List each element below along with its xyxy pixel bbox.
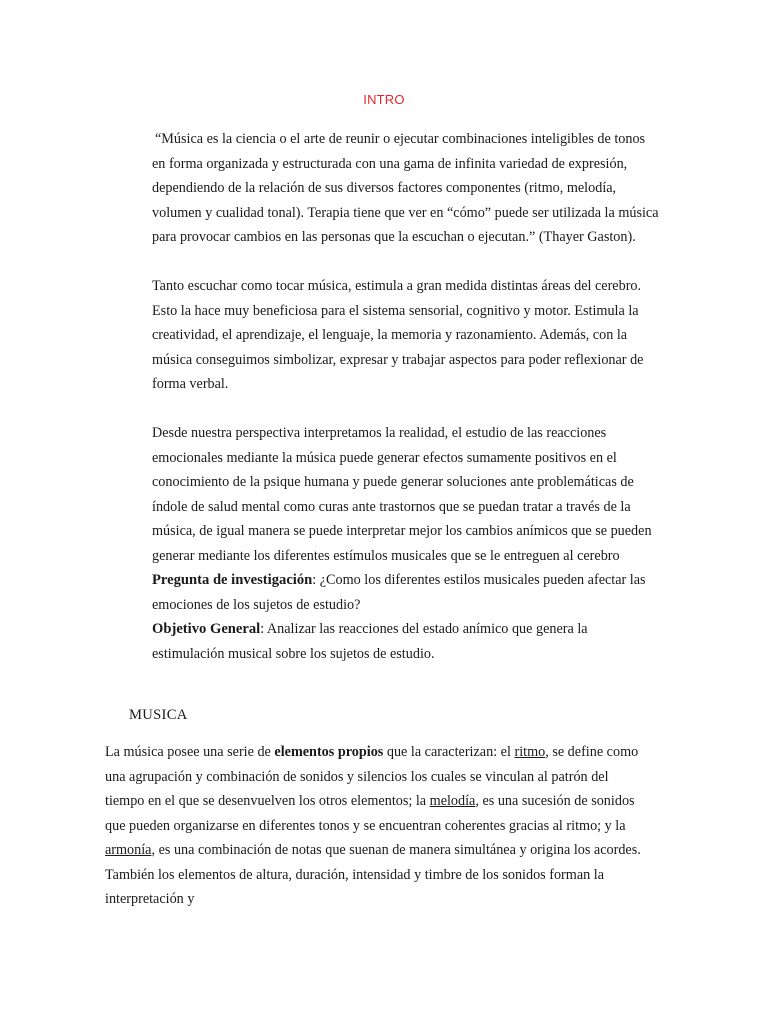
research-question	[152, 568, 660, 617]
musica-text-5: , es una combinación de notas que suenan de manera simultánea y origina los acordes. También los elementos de altura, duración, intensidad y timbre de los sonidos forman la interpretación y	[105, 842, 641, 907]
musica-section	[105, 740, 641, 912]
intro-paragraph-brain: Tanto escuchar como tocar música, estimula a gran medida distintas áreas del cerebro. Esto la hace muy beneficiosa para el sistema sensorial, cognitivo y motor. Estimula la creatividad, el aprendizaje, el lenguaje, la memoria y razonamiento. Además, con la música conseguimos simbolizar, expresar y trabajar aspectos para poder reflexionar de forma verbal.	[152, 278, 644, 392]
armonia-term: armonía	[105, 842, 152, 858]
elementos-propios-term: elementos propios	[274, 744, 384, 760]
intro-paragraph-perspective: Desde nuestra perspectiva interpretamos la realidad, el estudio de las reacciones emocionales mediante la música puede generar efectos sumamente positivos en el conocimiento de la psique humana y puede generar soluciones ante problemáticas de índole de salud mental como curas ante trastornos que se puedan tratar a través de la música, de igual manera se puede interpretar mejor los cambios anímicos que se pueden generar mediante los diferentes estímulos musicales que se le entreguen al cerebro	[152, 425, 652, 564]
musica-text-2: que la caracterizan: el	[383, 744, 515, 760]
ritmo-term: ritmo	[514, 744, 546, 760]
research-question-label: Pregunta de investigación	[152, 572, 313, 588]
musica-text-4: , es una sucesión de sonidos que pueden organizarse en diferentes tonos y se encuentran coherentes gracias al ritmo; y la	[105, 793, 635, 834]
melodia-term: melodía	[429, 793, 476, 809]
general-objective-label: Objetivo General	[152, 621, 261, 637]
musica-text-3: , se define como una agrupación y combinación de sonidos y silencios los cuales se vinculan al patrón del tiempo en el que se desenvuelven los otros elementos; la	[105, 744, 639, 809]
musica-text-1: La música posee una serie de	[105, 744, 275, 760]
research-question-text: : ¿Como los diferentes estilos musicales pueden afectar las emociones de los sujetos de estudio?	[152, 572, 646, 613]
intro-heading: INTRO	[363, 92, 405, 107]
general-objective	[152, 617, 660, 666]
musica-paragraph	[105, 740, 641, 912]
intro-section	[152, 127, 660, 666]
intro-quote-paragraph: “Música es la ciencia o el arte de reunir o ejecutar combinaciones inteligibles de tonos en forma organizada y estructurada con una gama de infinita variedad de expresión, dependiendo de la relación de sus diversos factores componentes (ritmo, melodía, volumen y cualidad tonal). Terapia tiene que ver en “cómo” puede ser utilizada la música para provocar cambios en las personas que la escuchan o ejecutan.” (Thayer Gaston).	[152, 131, 659, 245]
general-objective-text: : Analizar las reacciones del estado anímico que genera la estimulación musical sobre los sujetos de estudio.	[152, 621, 588, 662]
musica-heading: MUSICA	[129, 707, 188, 723]
